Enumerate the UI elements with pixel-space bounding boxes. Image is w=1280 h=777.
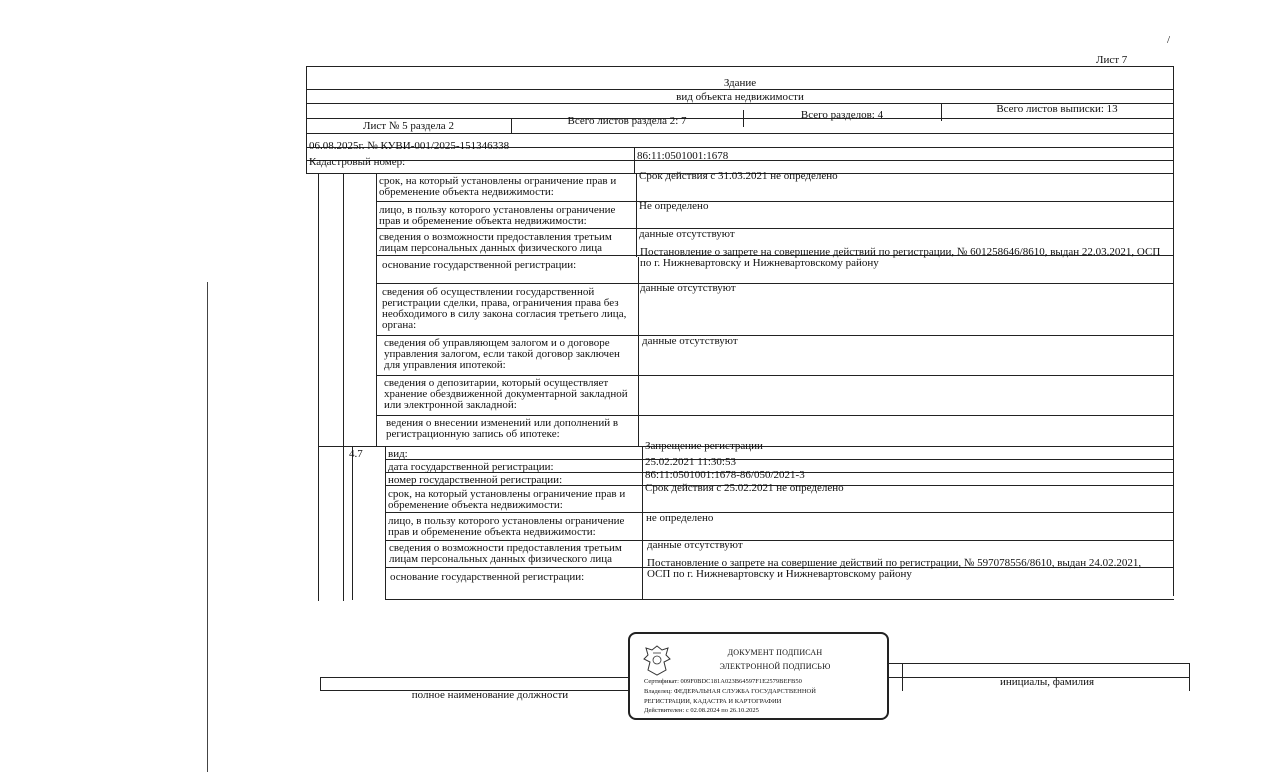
object-kind: вид объекта недвижимости [676,91,804,103]
position-label: полное наименование должности [411,689,569,701]
row-b-6-value: Постановление о запрете на совершение действий по регистрации, № 597078556/8610, выдан 24.02.2021, ОСП по г. Нижневартовску и Нижневартовскому району [647,557,1142,580]
row-a-4-value: данные отсутствуют [640,282,736,294]
row-a-7-label: ведения о внесении изменений или дополнений в регистрационную запись об ипотеке: [386,417,619,440]
row-a-4-label: сведения об осуществлении государственной регистрации сделки, права, ограничения права без необходимого в силу закона согласия третьего лица, органа: [382,286,627,331]
row-b-0-label: вид: [388,448,408,460]
row-a-1-value: Не определено [639,200,709,212]
row-a-5-label: сведения об управляющем залогом и о договоре управления залогом, если такой договор заключен для управления ипотекой: [384,337,620,371]
row-b-4-value: не определено [646,512,714,524]
row-b-3-label: срок, на который установлены ограничение прав и обременение объекта недвижимости: [388,488,626,511]
extract-reference: 06.08.2025г. № КУВИ-001/2025-151346338 [309,140,510,152]
row-b-2-value: 86:11:0501001:1678-86/050/2021-3 [645,469,805,481]
row-a-1-label: лицо, в пользу которого установлены ограничение прав и обременение объекта недвижимости: [379,204,616,227]
stamp-validity: Действителен: с 02.08.2024 по 26.10.2025 [644,707,759,714]
sheet-of-section: Лист № 5 раздела 2 [363,120,454,132]
row-b-4-label: лицо, в пользу которого установлены ограничение прав и обременение объекта недвижимости: [388,515,625,538]
coat-of-arms-icon [642,644,672,678]
row-b-2-label: номер государственной регистрации: [388,474,563,486]
stamp-owner-1: Владелец: ФЕДЕРАЛЬНАЯ СЛУЖБА ГОСУДАРСТВЕННОЙ [644,688,816,695]
row-b-6-label: основание государственной регистрации: [390,571,585,583]
row-a-0-value: Срок действия с 31.03.2021 не определено [639,170,838,182]
cadastral-number: 86:11:0501001:1678 [637,150,729,162]
total-sections: Всего разделов: 4 [800,109,884,121]
row-b-3-value: Срок действия с 25.02.2021 не определено [645,482,844,494]
section-number: 4.7 [349,448,363,460]
row-b-5-value: данные отсутствуют [647,539,743,551]
scan-margin-line [207,282,208,772]
row-a-3-value: Постановление о запрете на совершение действий по регистрации, № 601258646/8610, выдан 22.03.2021, ОСП по г. Нижневартовску и Нижневартовскому району [640,246,1161,269]
stamp-title-1: ДОКУМЕНТ ПОДПИСАН [727,648,823,657]
corner-mark: / [1167,34,1171,46]
stamp-title-2: ЭЛЕКТРОННОЙ ПОДПИСЬЮ [719,662,831,671]
row-a-0-label: срок, на который установлены ограничение прав и обременение объекта недвижимости: [379,175,617,198]
cadastral-label: Кадастровый номер: [309,156,406,168]
object-name: Здание [723,77,757,89]
e-signature-stamp [628,632,889,720]
row-a-5-value: данные отсутствуют [642,335,738,347]
row-b-1-value: 25.02.2021 11:30:53 [645,456,736,468]
row-b-0-value: Запрещение регистрации [645,440,763,452]
total-sheets-section: Всего листов раздела 2: 7 [567,115,687,127]
row-a-2-value: данные отсутствуют [639,228,735,240]
row-a-2-label: сведения о возможности предоставления третьим лицам персональных данных физического лица [379,231,612,254]
stamp-owner-2: РЕГИСТРАЦИИ, КАДАСТРА И КАРТОГРАФИИ [644,698,782,705]
row-b-5-label: сведения о возможности предоставления третьим лицам персональных данных физического лица [389,542,622,565]
stamp-certificate: Сертификат: 009F0BDC181A023B64597F1E2579BEFB50 [644,678,802,685]
initials-label: инициалы, фамилия [999,676,1095,688]
row-b-1-label: дата государственной регистрации: [388,461,554,473]
sheet-number: Лист 7 [1096,54,1128,66]
row-a-3-label: основание государственной регистрации: [382,259,577,271]
row-a-6-label: сведения о депозитарии, который осуществляет хранение обездвиженной документарной закладной или электронной закладной: [384,377,628,411]
total-sheets-extract: Всего листов выписки: 13 [996,103,1118,115]
